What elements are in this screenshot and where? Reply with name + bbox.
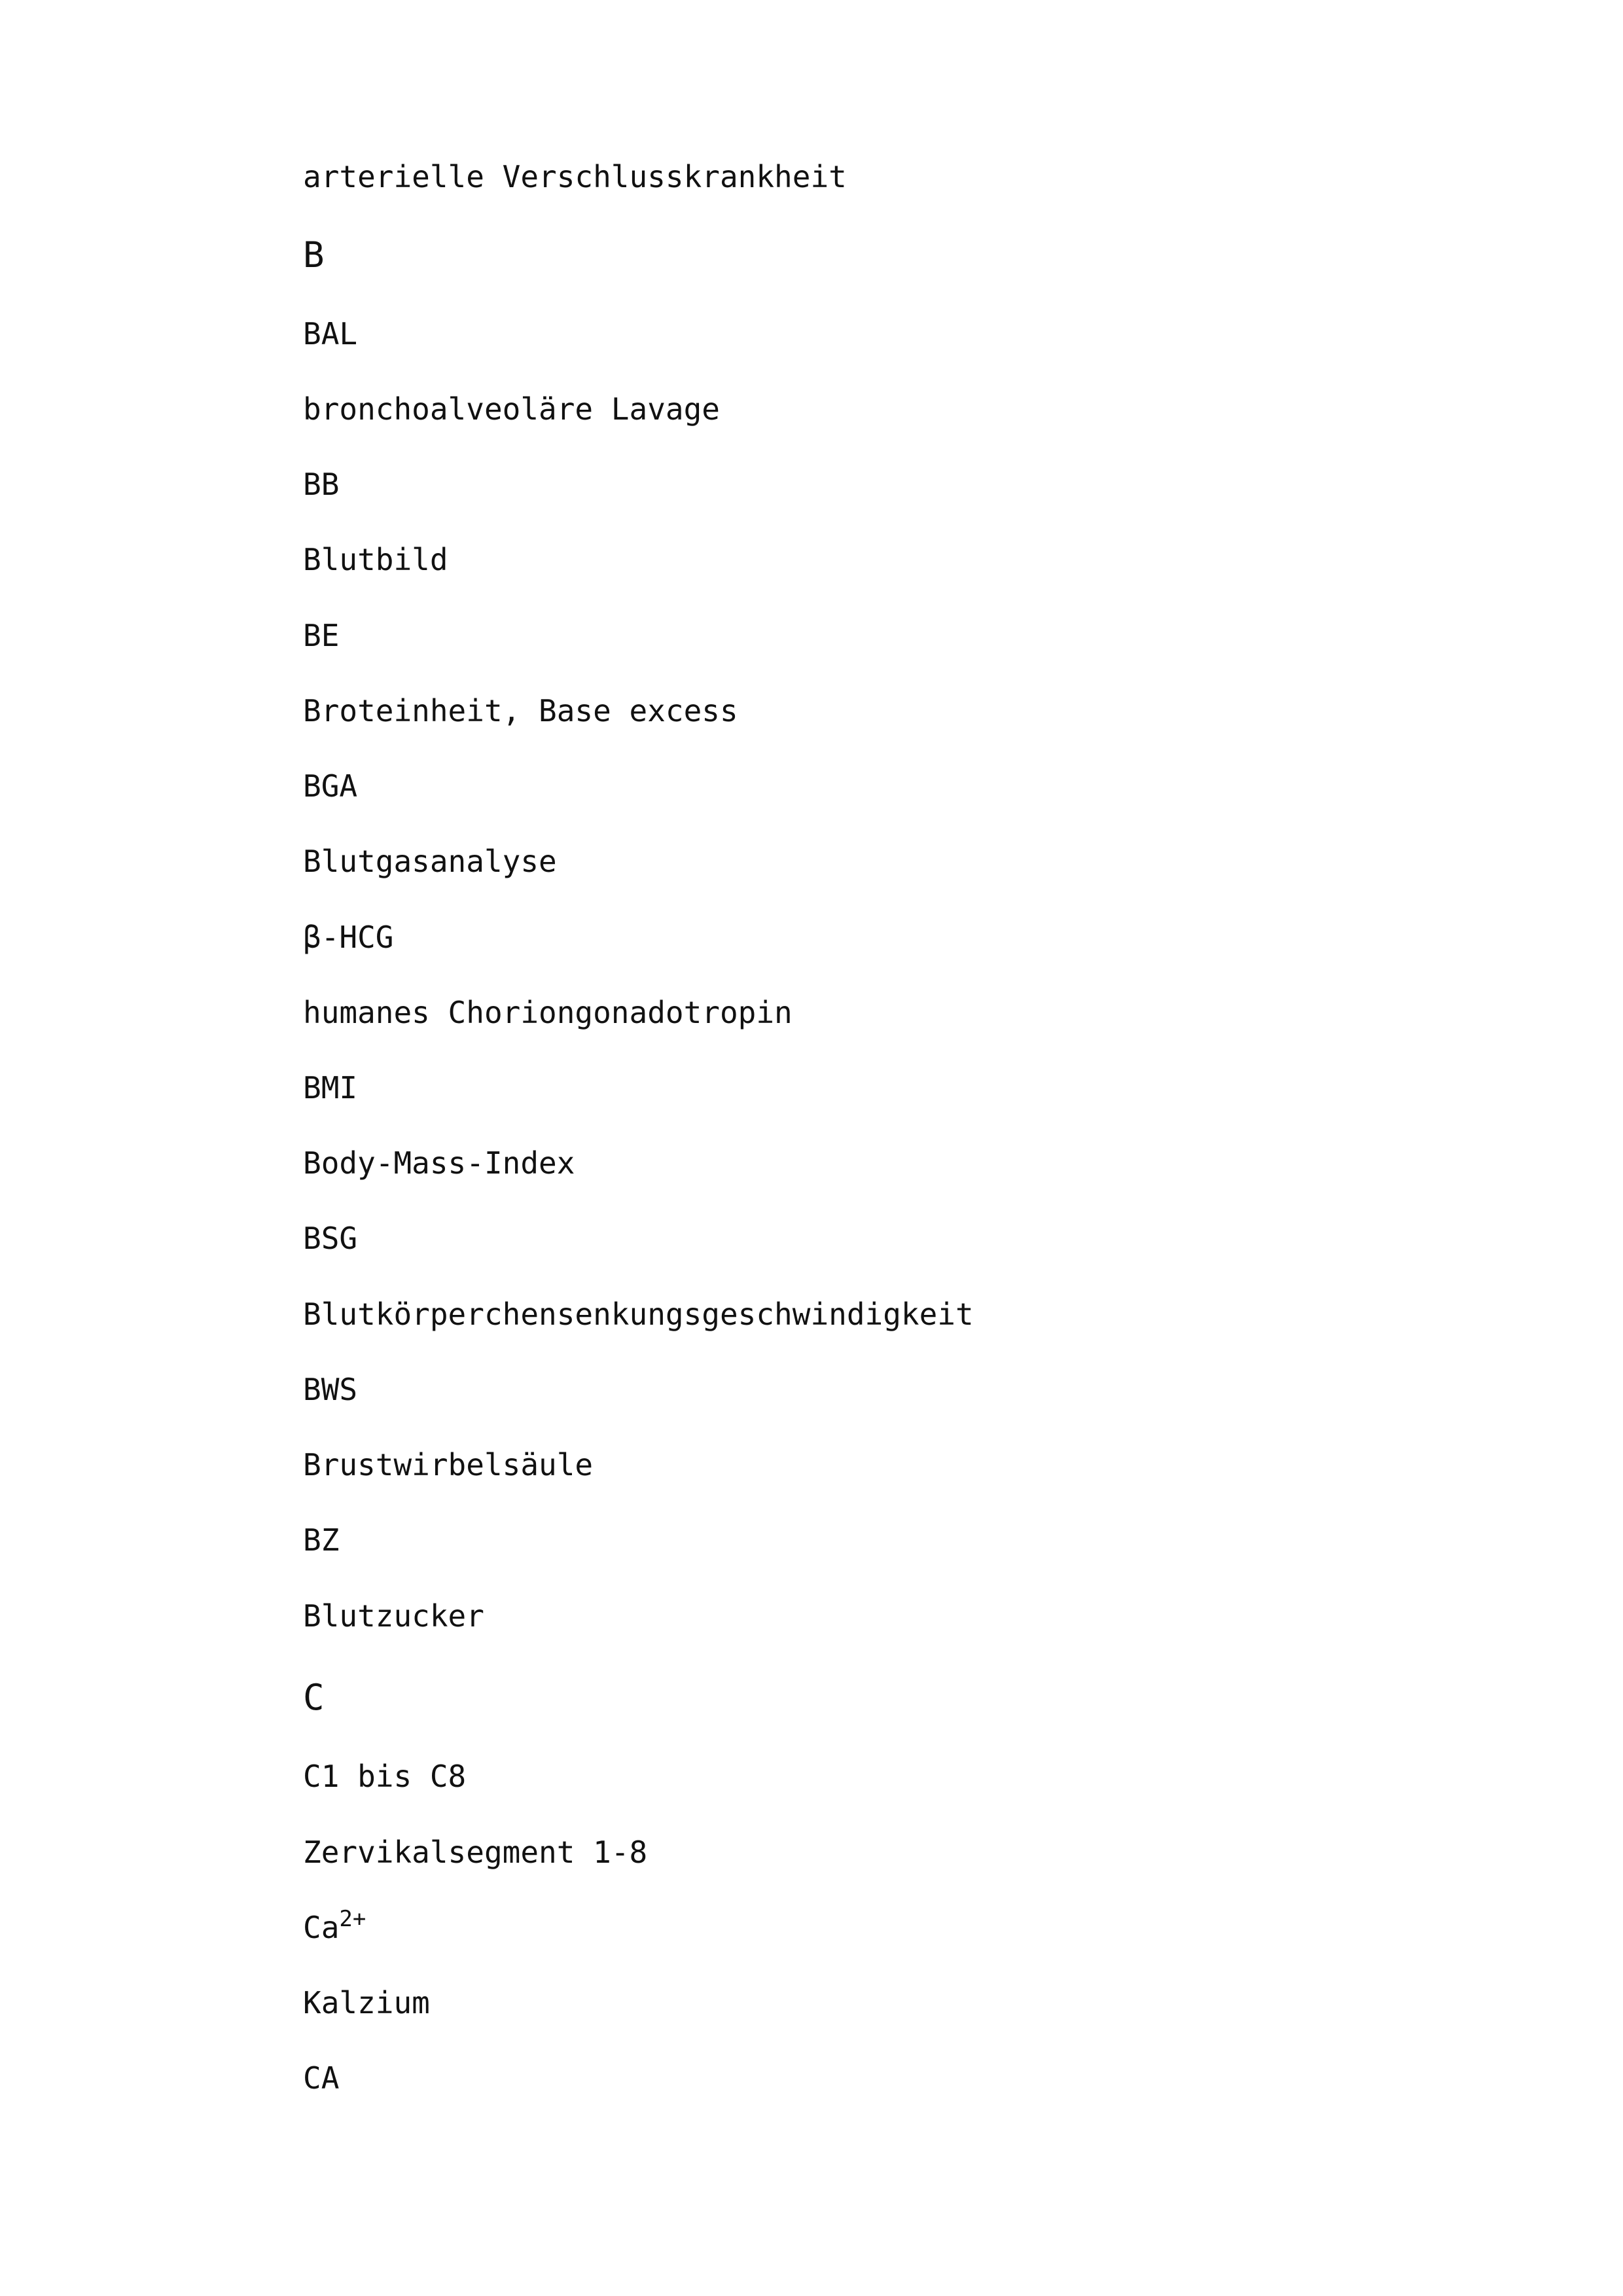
section-letter-heading: C: [303, 1677, 325, 1718]
abbreviation: β-HCG: [303, 920, 394, 955]
definition-text: Blutbild: [303, 542, 448, 577]
definition-text: bronchoalveoläre Lavage: [303, 391, 720, 427]
abbreviation: BAL: [303, 316, 358, 351]
abbreviation: [303, 1906, 366, 1946]
abbreviation-base: Ca: [303, 1910, 340, 1945]
definition-text: Blutgasanalyse: [303, 844, 557, 879]
definition-text: Broteinheit, Base excess: [303, 693, 738, 728]
abbreviation: BB: [303, 467, 340, 502]
abbreviation: BMI: [303, 1070, 358, 1105]
abbreviation: BE: [303, 618, 340, 653]
abbreviation: BGA: [303, 768, 358, 804]
abbreviation: BZ: [303, 1522, 340, 1558]
definition-text: Brustwirbelsäule: [303, 1447, 594, 1482]
definition-text: Zervikalsegment 1-8: [303, 1835, 648, 1870]
abbreviation-superscript: 2+: [339, 1906, 366, 1932]
definition-text: Body-Mass-Index: [303, 1145, 575, 1181]
abbreviation: C1 bis C8: [303, 1759, 467, 1794]
definition-text: Blutkörperchensenkungsgeschwindigkeit: [303, 1297, 974, 1332]
abbreviation: BSG: [303, 1221, 358, 1256]
definition-text: Blutzucker: [303, 1598, 484, 1634]
definition-text: humanes Choriongonadotropin: [303, 995, 793, 1030]
abbreviation: BWS: [303, 1372, 358, 1407]
section-letter-heading: B: [303, 234, 325, 276]
definition-text: Kalzium: [303, 1985, 430, 2020]
definition-text: arterielle Verschlusskrankheit: [303, 159, 847, 194]
abbreviation: CA: [303, 2060, 340, 2096]
